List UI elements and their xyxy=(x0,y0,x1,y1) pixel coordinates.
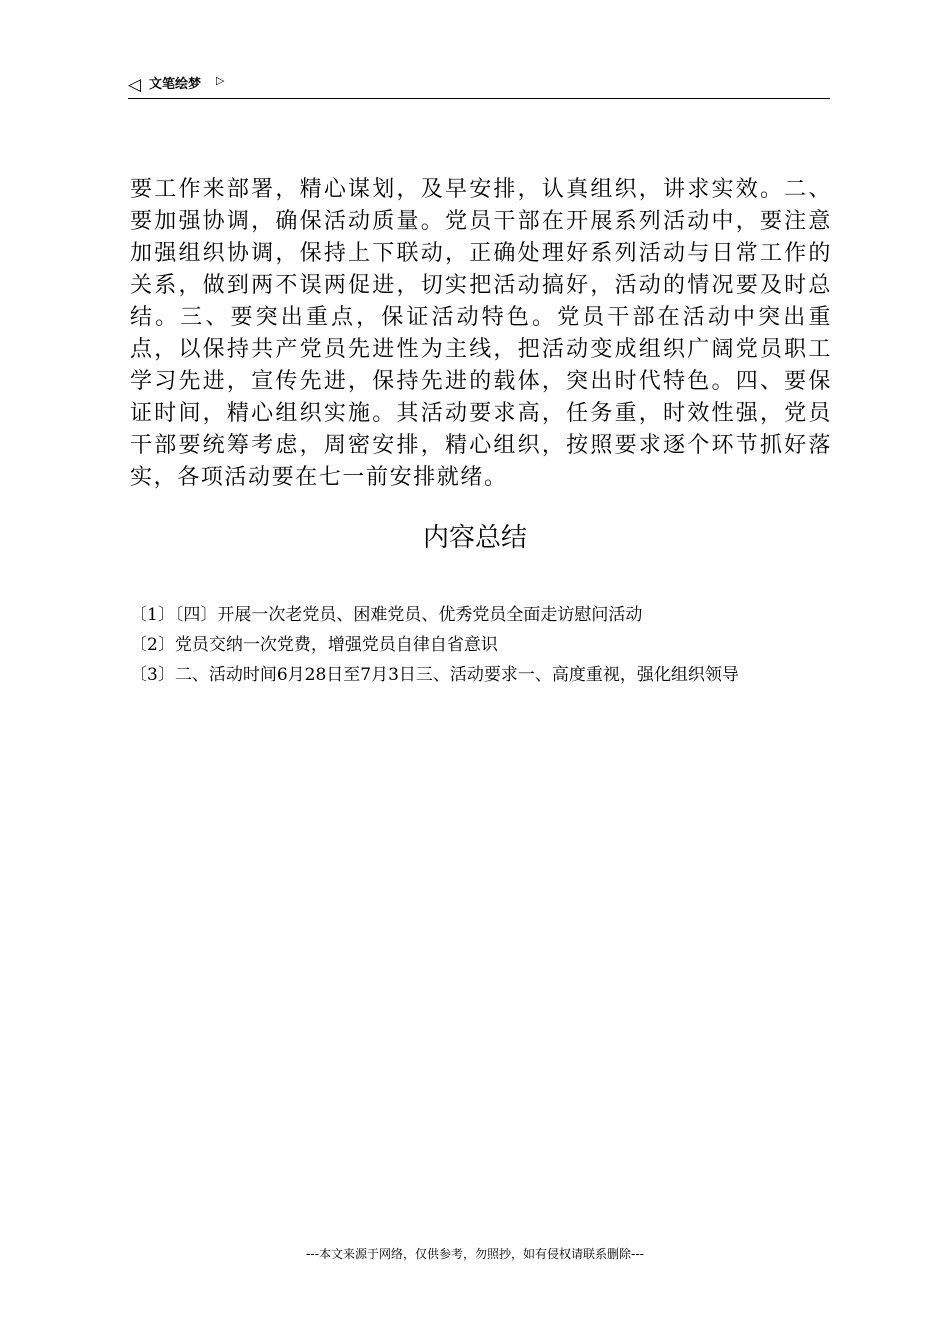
summary-title: 内容总结 xyxy=(422,523,527,553)
body-paragraph: 要工作来部署，精心谋划，及早安排，认真组织，讲求实效。二、要加强协调，确保活动质量。党员干部在开展系列活动中，要注意加强组织协调，保持上下联动，正确处理好系列活动与日常工作的关系，做到两不误两促进，切实把活动搞好，活动的情况要及时总结。三、要突出重点，保证活动特色。党员干部在活动中突出重点，以保持共产党员先进性为主线，把活动变成组织广阔党员职工学习先进，宣传先进，保持先进的载体，突出时代特色。四、要保证时间，精心组织实施。其活动要求高，任务重，时效性强，党员干部要统筹考虑，周密安排，精心组织，按照要求逐个环节抓好落实，各项活动要在七一前安排就绪。 xyxy=(130,177,832,490)
right-triangle-icon: ▷ xyxy=(216,74,225,87)
summary-item: 〔2〕党员交纳一次党费，增强党员自律自省意识 xyxy=(130,635,498,655)
footer-disclaimer: ---本文来源于网络，仅供参考，勿照抄，如有侵权请联系删除--- xyxy=(306,1247,644,1261)
summary-list xyxy=(130,600,830,690)
summary-item: 〔1〕〔四〕开展一次老党员、困难党员、优秀党员全面走访慰问活动 xyxy=(130,605,643,625)
page-header xyxy=(128,74,830,99)
header-title: 文笔绘梦 xyxy=(149,77,202,92)
summary-item: 〔3〕二、活动时间6月28日至7月3日三、活动要求一、高度重视，强化组织领导 xyxy=(130,665,739,685)
left-triangle-icon: ◁ xyxy=(128,75,142,95)
